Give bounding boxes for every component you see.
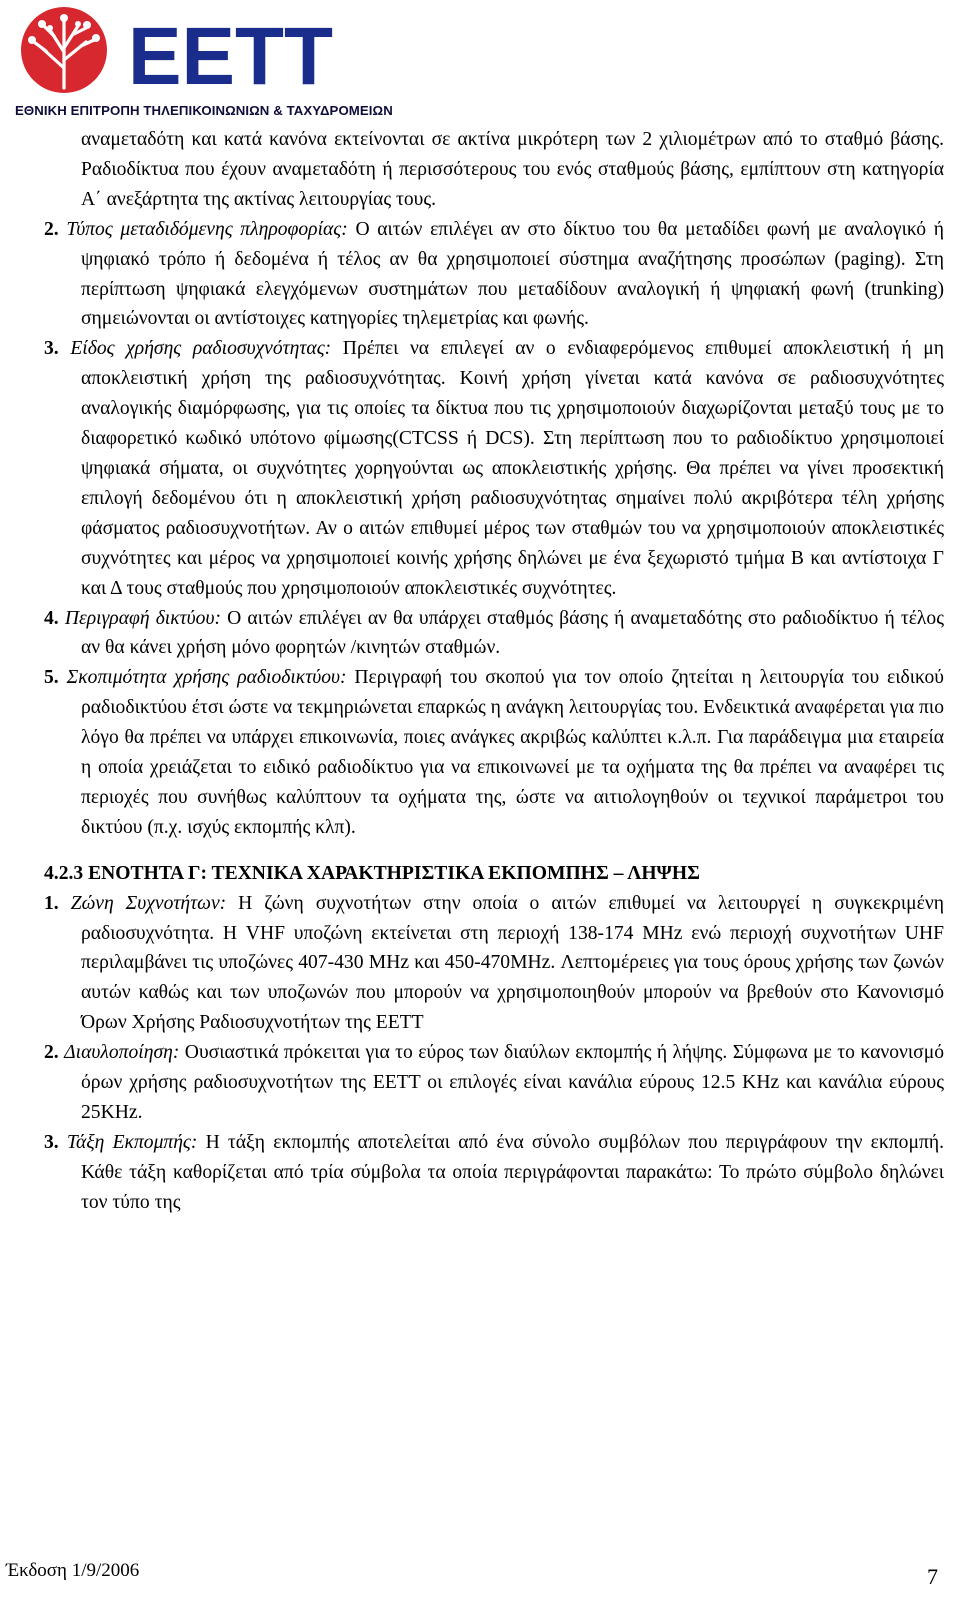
item-term: Ζώνη Συχνοτήτων: [70,892,227,914]
item-number: 2. [44,218,59,240]
document-body [44,125,944,1218]
item-text: Ο αιτών επιλέγει αν στο δίκτυο του θα μεταδίδει φωνή με αναλογικό ή ψηφιακό τρόπο ή δεδομένα ή τέλος αν θα χρησιμοποιεί σύστημα αναζήτησης προσώπων (paging). Στη περίπτωση ψηφιακά ελεγχόμενων συστημάτων που μεταδίδουν αναλογική ή ψηφιακή φωνή (trunking) σημειώνονται οι αντίστοιχες κατηγορίες τηλεμετρίας και φωνής. [81,218,945,330]
list-item [44,889,944,1039]
item-text: Πρέπει να επιλεγεί αν ο ενδιαφερόμενος επιθυμεί αποκλειστική ή μη αποκλειστική χρήση της ραδιοσυχνότητας. Κοινή χρήση γίνεται κατά κανόνα σε ραδιοσυχνότητες αναλογικής διαμόρφωσης, για τις οποίες τα δίκτυα που τις χρησιμοποιούν διαχωρίζονται μεταξύ τους με το διαφορετικό κωδικό υπότονο φίμωσης(CTCSS ή DCS). Στη περίπτωση που το ραδιοδίκτυο χρησιμοποιεί ψηφιακά σήματα, οι συχνότητες χορηγούνται ως αποκλειστικής χρήσης. Θα πρέπει να γίνει προσεκτική επιλογή δεδομένου ότι η αποκλειστική χρήση ραδιοσυχνότητας σημαίνει πολύ ακριβότερα τέλη χρήσης φάσματος ραδιοσυχνοτήτων. Αν ο αιτών επιθυμεί μέρος των σταθμών του να χρησιμοποιούν αποκλειστικές συχνότητες και μέρος να χρησιμοποιεί κοινής χρήσης δηλώνει με ένα ξεχωριστό τμήμα Β και αντίστοιχα Γ και Δ τους σταθμούς που χρησιμοποιούν αποκλειστικές συχνότητες. [81,338,944,599]
item-term: Είδος χρήσης ραδιοσυχνότητας: [70,338,332,360]
item-term: Τύπος μεταδιδόμενης πληροφορίας: [66,218,348,240]
eett-logo-graphic [8,4,378,104]
item-text: Ουσιαστικά πρόκειται για το εύρος των διαύλων εκπομπής ή λήψης. Σύμφωνα με το κανονισμό όρων χρήσης ραδιοσυχνοτήτων της ΕΕΤΤ οι επιλογές είναι κανάλια εύρους 12.5 KHz και κανάλια εύρους 25KHz. [81,1042,944,1123]
item-term: Περιγραφή δικτύου: [64,607,221,629]
item-text: Περιγραφή του σκοπού για τον οποίο ζητείται η λειτουργία του ειδικού ραδιοδικτύου έτσι ώστε να τεκμηριώνεται επαρκώς η ανάγκη λειτουργίας του. Ενδεικτικά αναφέρεται για πιο λόγο θα πρέπει να υπάρχει επικοινωνία, ποιες ανάγκες ακριβώς καλύπτει κ.λ.π. Για παράδειγμα μια εταιρεία η οποία χρειάζεται το ειδικό ραδιοδίκτυο για να επικοινωνεί με τα οχήματα της θα πρέπει να αναφέρει τις περιοχές που συνήθως καλύπτουν τα οχήματα της, ώστε να αιτιολογηθούν οι τεχνικοί παράμετροι του δικτύου (π.χ. ισχύς εκπομπής κλπ). [81,667,944,838]
item-term: Διαυλοποίηση: [64,1042,180,1064]
eett-logo [8,4,393,122]
item-number: 1. [44,892,59,914]
item-term: Σκοπιμότητα χρήσης ραδιοδικτύου: [66,667,347,689]
list-item [44,215,944,335]
item-number: 3. [44,1131,59,1153]
list-item [44,1128,944,1218]
item-text: Ο αιτών επιλέγει αν θα υπάρχει σταθμός βάσης ή αναμεταδότης στο ραδιοδίκτυο ή τέλος αν θα κάνει χρήση μόνο φορητών /κινητών σταθμών. [81,607,944,659]
item-number: 3. [44,338,59,360]
item-text: Η ζώνη συχνοτήτων στην οποία ο αιτών επιθυμεί να λειτουργεί η συγκεκριμένη ραδιοσυχνότητα. Η VHF υποζώνη εκτείνεται στη περιοχή 138-174 MHz ενώ περιοχή συχνοτήτων UHF περιλαμβάνει τις υποζώνες 407-430 MHz και 450-470MHz. Λεπτομέρειες για τους όρους χρήσης των ζωνών αυτών καθώς και των υποζωνών που μπορούν να χρησιμοποιηθούν μπορούν να βρεθούν στο Κανονισμό Όρων Χρήσης Ραδιοσυχνοτήτων της ΕΕΤΤ [81,892,944,1034]
list-item [44,1038,944,1128]
edition-footer: Έκδοση 1/9/2006 [6,1560,140,1581]
page-number: 7 [927,1564,938,1589]
item-text: Η τάξη εκπομπής αποτελείται από ένα σύνολο συμβόλων που περιγράφουν την εκπομπή. Κάθε τάξη καθορίζεται από τρία σύμβολα τα οποία περιγράφονται παρακάτω: Το πρώτο σύμβολο δηλώνει τον τύπο της [81,1131,944,1213]
section-heading: 4.2.3 ΕΝΟΤΗΤΑ Γ: ΤΕΧΝΙΚΑ ΧΑΡΑΚΤΗΡΙΣΤΙΚΑ ΕΚΠΟΜΠΗΣ – ΛΗΨΗΣ [44,862,700,884]
list-item [44,334,944,603]
continuation-paragraph: αναμεταδότη και κατά κανόνα εκτείνονται σε ακτίνα μικρότερη των 2 χιλιομέτρων από το σταθμό βάσης. Ραδιοδίκτυα που έχουν αναμεταδότη ή περισσότερους του ενός σταθμούς βάσης, εμπίπτουν στη κατηγορία Α΄ ανεξάρτητα της ακτίνας λειτουργίας τους. [81,129,944,210]
item-term: Τάξη Εκπομπής: [66,1131,198,1153]
list-item [44,663,944,842]
item-number: 4. [44,607,59,629]
item-number: 5. [44,667,59,689]
item-number: 2. [44,1042,59,1064]
logo-wordmark: ΕΕΤΤ [128,11,333,102]
logo-subtitle: ΕΘΝΙΚΗ ΕΠΙΤΡΟΠΗ ΤΗΛΕΠΙΚΟΙΝΩΝΙΩΝ & ΤΑΧΥΔΡΟΜΕΙΩΝ [15,103,393,118]
list-item [44,604,944,664]
